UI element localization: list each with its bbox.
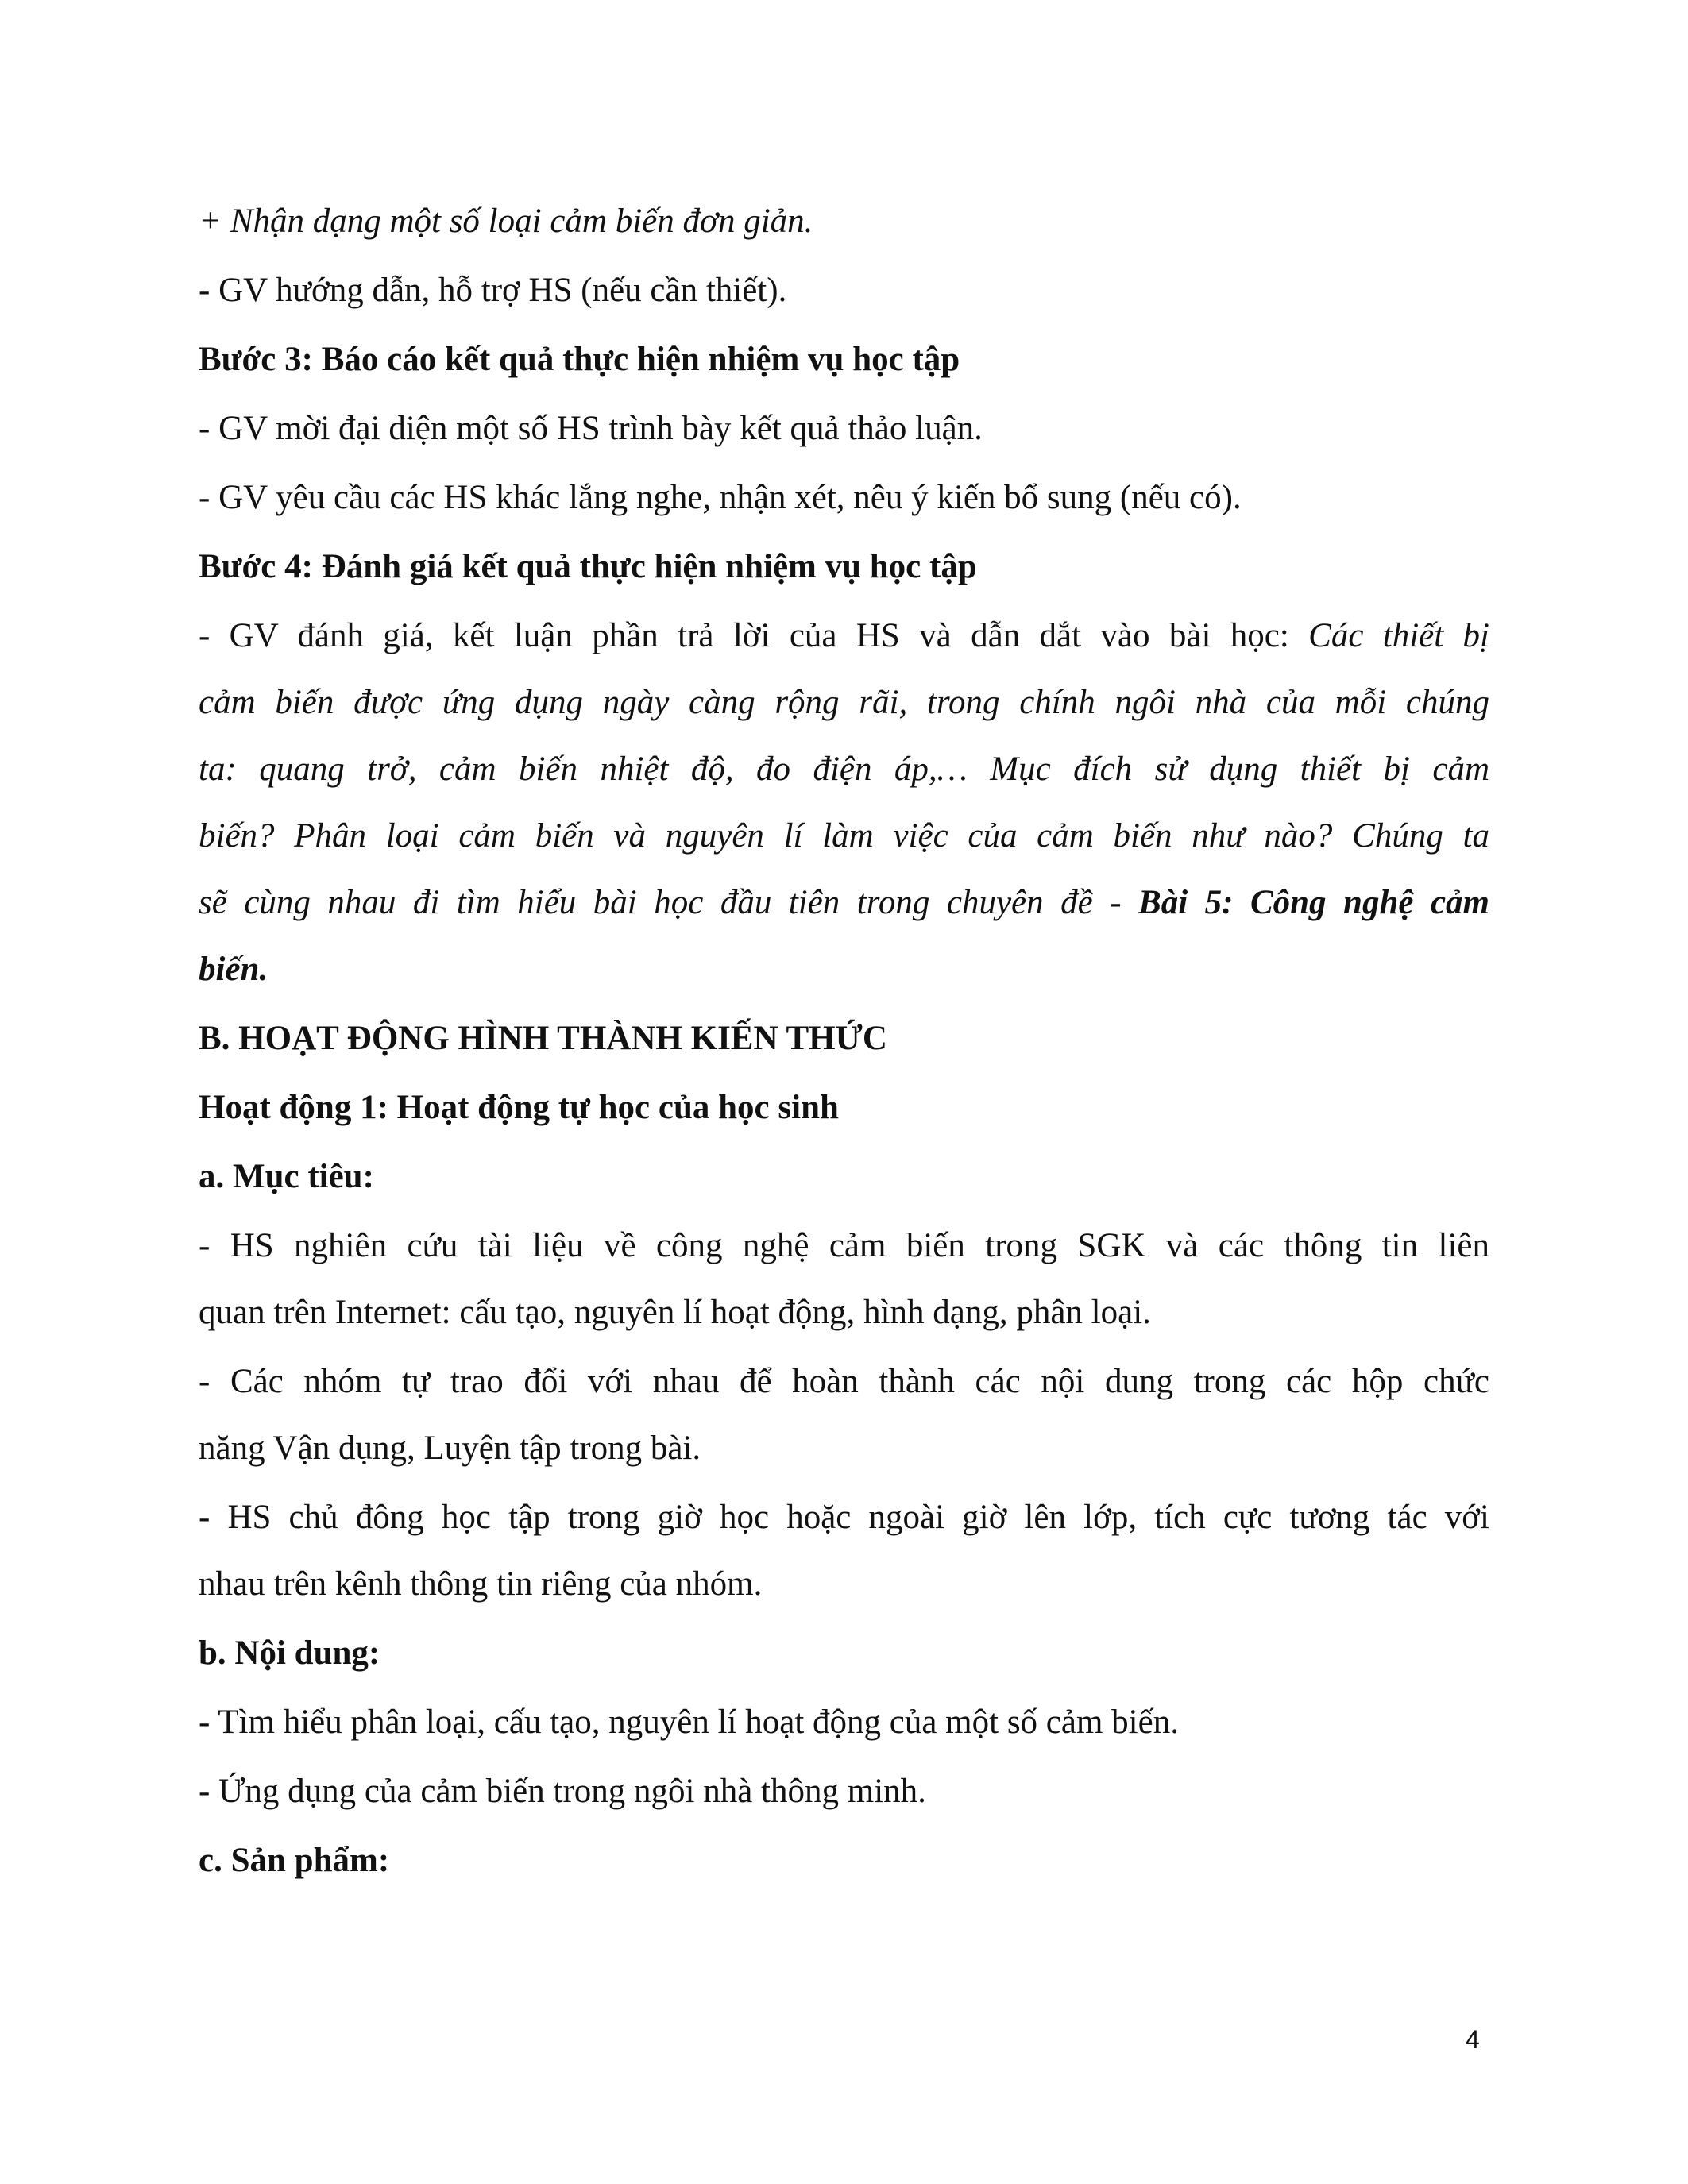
instruction-line: + Nhận dạng một số loại cảm biến đơn giản. — [199, 203, 813, 240]
paragraph-line: - Tìm hiểu phân loại, cấu tạo, nguyên lí hoạt động của một số cảm biến. — [199, 1704, 1179, 1741]
page-number: 4 — [1466, 2025, 1480, 2054]
paragraph-line — [199, 882, 1489, 924]
italic-text: sẽ cùng nhau đi tìm hiểu bài học đầu tiên trong chuyên đề - — [199, 884, 1139, 921]
instruction-line: - GV yêu cầu các HS khác lắng nghe, nhận xét, nêu ý kiến bổ sung (nếu có). — [199, 479, 1242, 516]
subsection-heading: a. Mục tiêu: — [199, 1158, 374, 1195]
paragraph-line — [199, 615, 1489, 658]
paragraph-line: ta: quang trở, cảm biến nhiệt độ, đo điện áp,… Mục đích sử dụng thiết bị cảm — [199, 751, 1489, 788]
paragraph-line: nhau trên kênh thông tin riêng của nhóm. — [199, 1565, 763, 1603]
activity-heading: Hoạt động 1: Hoạt động tự học của học sinh — [199, 1089, 839, 1126]
step-heading: Bước 4: Đánh giá kết quả thực hiện nhiệm vụ học tập — [199, 548, 977, 585]
paragraph-text: - GV đánh giá, kết luận phần trả lời của HS và dẫn dắt vào bài học: — [199, 617, 1309, 654]
section-heading: B. HOẠT ĐỘNG HÌNH THÀNH KIẾN THỨC — [199, 1020, 887, 1057]
subsection-heading: c. Sản phẩm: — [199, 1842, 390, 1879]
paragraph-line: biến? Phân loại cảm biến và nguyên lí làm việc của cảm biến như nào? Chúng ta — [199, 817, 1489, 855]
instruction-line: - GV hướng dẫn, hỗ trợ HS (nếu cần thiết). — [199, 272, 787, 309]
instruction-line: - GV mời đại diện một số HS trình bày kết quả thảo luận. — [199, 410, 983, 447]
italic-text: Các thiết bị — [1308, 617, 1489, 654]
lesson-title: biến. — [199, 951, 268, 988]
paragraph-line: cảm biến được ứng dụng ngày càng rộng rãi, trong chính ngôi nhà của mỗi chúng — [199, 684, 1489, 721]
paragraph-line: quan trên Internet: cấu tạo, nguyên lí hoạt động, hình dạng, phân loại. — [199, 1294, 1151, 1331]
lesson-title: Bài 5: Công nghệ cảm — [1138, 884, 1489, 921]
paragraph-line: năng Vận dụng, Luyện tập trong bài. — [199, 1430, 701, 1467]
paragraph-line: - Ứng dụng của cảm biến trong ngôi nhà thông minh. — [199, 1773, 926, 1810]
paragraph-line: - HS chủ đông học tập trong giờ học hoặc ngoài giờ lên lớp, tích cực tương tác với — [199, 1499, 1489, 1536]
step-heading: Bước 3: Báo cáo kết quả thực hiện nhiệm vụ học tập — [199, 341, 960, 378]
subsection-heading: b. Nội dung: — [199, 1634, 380, 1672]
paragraph-line: - Các nhóm tự trao đổi với nhau để hoàn thành các nội dung trong các hộp chức — [199, 1363, 1489, 1400]
paragraph-line: - HS nghiên cứu tài liệu về công nghệ cảm biến trong SGK và các thông tin liên — [199, 1227, 1489, 1264]
